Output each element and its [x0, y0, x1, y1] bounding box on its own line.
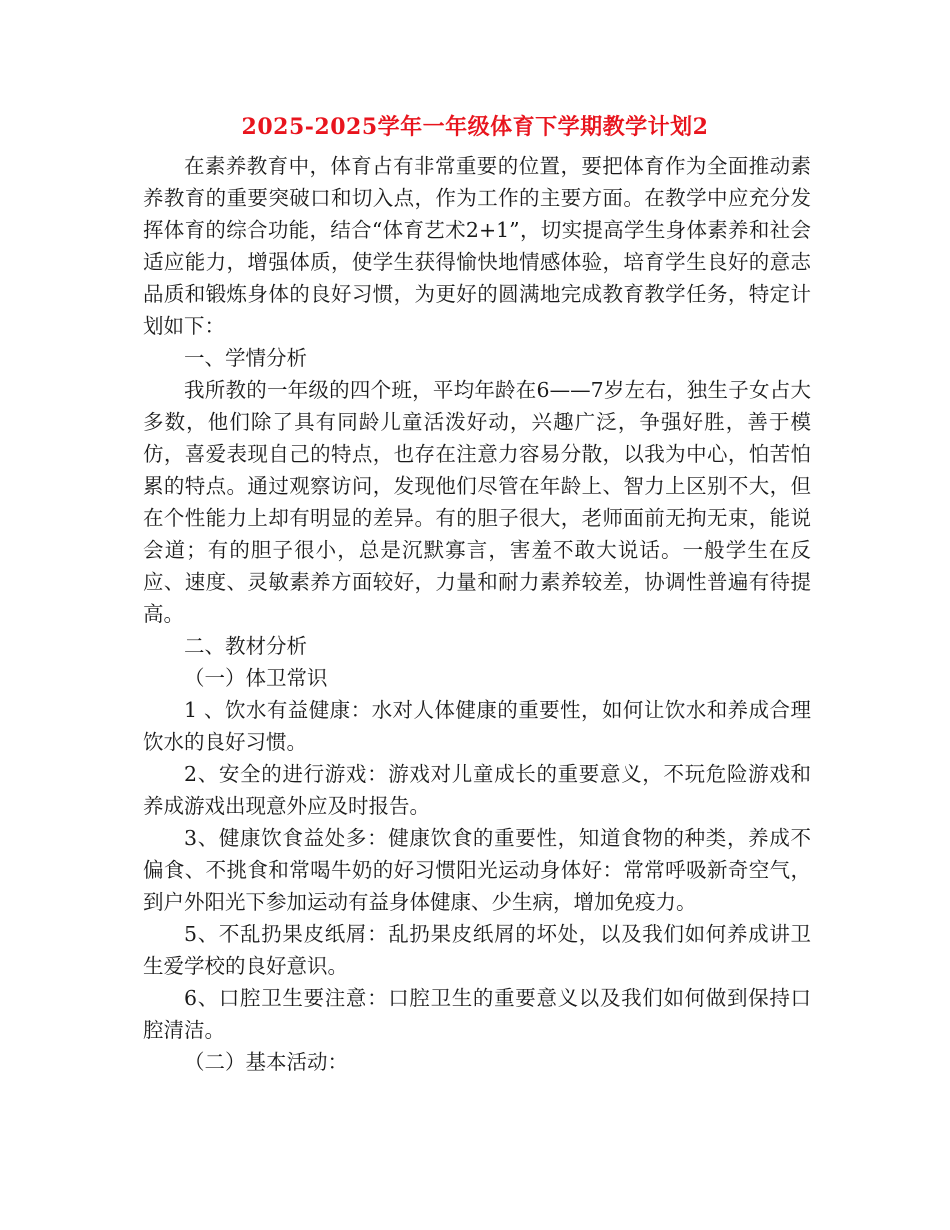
list-item-safe-games: 2、安全的进行游戏：游戏对儿童成长的重要意义，不玩危险游戏和养成游戏出现意外应及时报告。: [143, 762, 811, 818]
intro-paragraph: 在素养教育中，体育占有非常重要的位置，要把体育作为全面推动素养教育的重要突破口和切入点，作为工作的主要方面。在教学中应充分发挥体育的综合功能，结合“体育艺术2+1”，切实提高学生身体素养和社会适应能力，增强体质，使学生获得愉快地情感体验，培育学生良好的意志品质和锻炼身体的良好习惯，为更好的圆满地完成教育教学任务，特定计划如下：: [143, 154, 811, 338]
list-item-drinking-water: 1 、饮水有益健康：水对人体健康的重要性，如何让饮水和养成合理饮水的良好习惯。: [143, 698, 811, 754]
document-title: 2025-2025学年一年级体育下学期教学计划2: [241, 114, 709, 140]
section-heading-material-analysis: 二、教材分析: [184, 634, 307, 658]
subsection-heading-basic-activities: （二）基本活动：: [184, 1050, 348, 1074]
student-analysis-paragraph: 我所教的一年级的四个班，平均年龄在6——7岁左右，独生子女占大多数，他们除了具有同龄儿童活泼好动，兴趣广泛，争强好胜，善于模仿，喜爱表现自己的特点，也存在注意力容易分散，以我为中心，怕苦怕累的特点。通过观察访问，发现他们尽管在年龄上、智力上区别不大，但在个性能力上却有明显的差异。有的胆子很大，老师面前无拘无束，能说会道；有的胆子很小，总是沉默寡言，害羞不敢大说话。一般学生在反应、速度、灵敏素养方面较好，力量和耐力素养较差，协调性普遍有待提高。: [143, 378, 811, 626]
document-body: [143, 150, 811, 1078]
list-item-oral-hygiene: 6、口腔卫生要注意：口腔卫生的重要意义以及我们如何做到保持口腔清洁。: [143, 986, 811, 1042]
section-heading-student-analysis: 一、学情分析: [184, 346, 307, 370]
list-item-healthy-diet: 3、健康饮食益处多：健康饮食的重要性，知道食物的种类，养成不偏食、不挑食和常喝牛奶的好习惯阳光运动身体好：常常呼吸新奇空气，到户外阳光下参加运动有益身体健康、少生病，增加免疫力。: [143, 826, 811, 914]
list-item-no-littering: 5、不乱扔果皮纸屑：乱扔果皮纸屑的坏处，以及我们如何养成讲卫生爱学校的良好意识。: [143, 922, 811, 978]
subsection-heading-health-knowledge: （一）体卫常识: [184, 666, 328, 690]
